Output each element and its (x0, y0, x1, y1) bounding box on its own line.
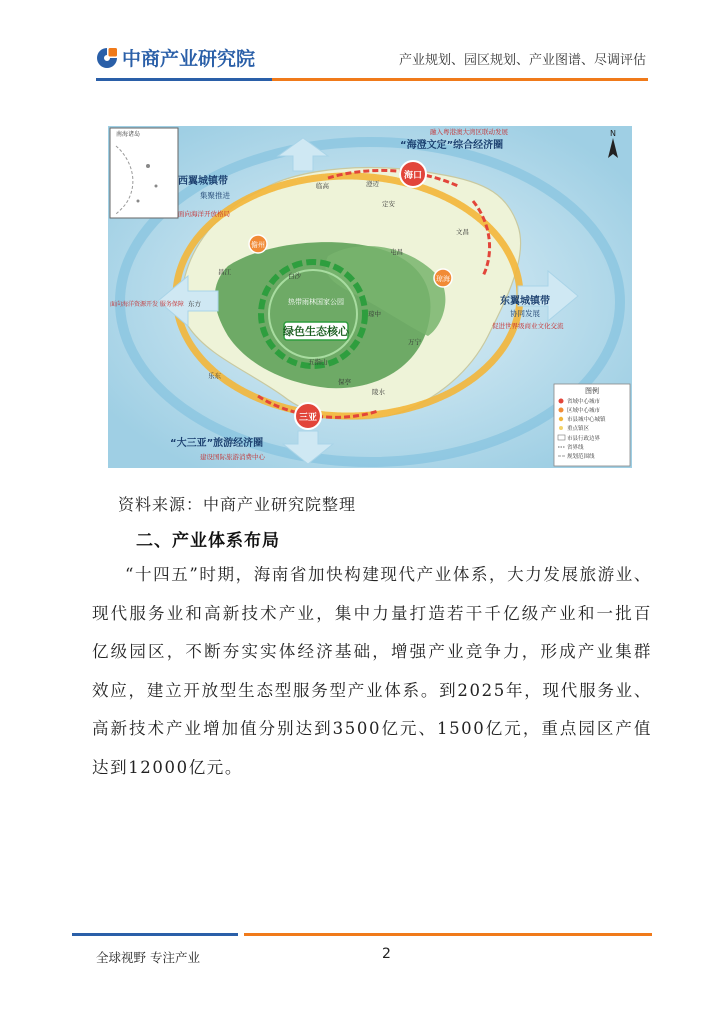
svg-text:市县行政边界: 市县行政边界 (567, 436, 601, 442)
footer-divider-blue (72, 933, 238, 936)
footer-slogan: 全球视野 专注产业 (96, 950, 200, 965)
footer-divider-orange (244, 933, 652, 936)
svg-text:区域中心城市: 区域中心城市 (567, 408, 601, 414)
city-qionghai (434, 269, 452, 287)
east-belt-sub: 协同发展 (510, 309, 540, 318)
city-sanya (295, 403, 321, 429)
west-belt-label: 西翼城镇带 (178, 176, 228, 187)
page-number: 2 (382, 946, 391, 962)
west-ocean-label: 面向海洋开放格局 (178, 210, 230, 218)
svg-text:定安: 定安 (382, 200, 395, 208)
source-note: 资料来源：中商产业研究院整理 (118, 495, 357, 514)
svg-text:昌江: 昌江 (218, 268, 231, 276)
page-header (0, 0, 724, 90)
header-tagline: 产业规划、园区规划、产业图谱、尽调评估 (398, 53, 646, 68)
svg-text:N: N (610, 129, 616, 138)
east-belt-label: 东翼城镇带 (500, 296, 550, 307)
svg-text:澄迈: 澄迈 (366, 180, 379, 188)
svg-text:重点镇区: 重点镇区 (567, 426, 590, 432)
city-haikou (400, 161, 426, 187)
svg-text:东方: 东方 (188, 300, 201, 308)
svg-text:保亭: 保亭 (338, 378, 351, 386)
south-bottom-label: 建设国际旅游消费中心 (200, 453, 265, 461)
section-title: 二、产业体系布局 (136, 531, 280, 551)
svg-text:乐东: 乐东 (208, 372, 221, 380)
svg-text:海口: 海口 (403, 171, 423, 181)
svg-text:陵水: 陵水 (372, 388, 385, 396)
core-park-label: 热带雨林国家公园 (288, 298, 344, 306)
west-resource-label: 面向海洋资源开发 服务保障 (110, 301, 184, 308)
map-legend (554, 384, 630, 466)
svg-text:省界线: 省界线 (567, 445, 584, 451)
header-divider-orange (272, 78, 648, 81)
logo-mark-icon (96, 47, 118, 69)
svg-text:市县城中心城镇: 市县城中心城镇 (567, 417, 606, 423)
body-paragraph: “十四五”时期，海南省加快构建现代产业体系，大力发展旅游业、现代服务业和高新技术产业，集中力量打造若干千亿级产业和一批百亿级园区，不断夯实实体经济基础，增强产业竞争力，形成产业集群效应，建立开放型生态型服务型产业体系。到2025年，现代服务业、高新技术产业增加值分别达到3500亿元、1500亿元，重点园区产值达到12000亿元。 (92, 565, 652, 777)
svg-text:琼海: 琼海 (436, 275, 450, 283)
svg-text:省域中心城市: 省域中心城市 (567, 399, 601, 405)
svg-text:文昌: 文昌 (456, 228, 469, 236)
svg-text:三亚: 三亚 (298, 413, 318, 423)
east-culture-label: 促进世界级商业文化交流 (492, 322, 564, 330)
svg-text:儋州: 儋州 (251, 241, 265, 249)
svg-text:南海诸岛: 南海诸岛 (116, 131, 141, 138)
svg-text:图例: 图例 (585, 387, 599, 395)
logo-text: 中商产业研究院 (122, 48, 256, 70)
west-belt-sub: 集聚推进 (200, 191, 230, 200)
svg-text:规划范围线: 规划范围线 (567, 454, 595, 460)
svg-text:万宁: 万宁 (408, 338, 421, 346)
svg-text:琼中: 琼中 (368, 310, 381, 318)
svg-text:五指山: 五指山 (308, 358, 328, 366)
company-logo (96, 44, 255, 71)
south-circle-label: “大三亚”旅游经济圈 (170, 438, 264, 449)
svg-text:白沙: 白沙 (288, 272, 301, 280)
north-top-label: 融入粤港澳大湾区联动发展 (430, 128, 508, 136)
core-label: 绿色生态核心 (283, 325, 349, 338)
south-china-sea-inset (110, 128, 178, 218)
svg-text:临高: 临高 (316, 182, 329, 190)
hainan-spatial-layout-map (108, 126, 632, 468)
header-divider-blue (96, 78, 272, 81)
north-circle-label: “海澄文定”综合经济圈 (400, 140, 504, 151)
svg-text:屯昌: 屯昌 (390, 248, 403, 256)
city-danzhou (249, 235, 267, 253)
